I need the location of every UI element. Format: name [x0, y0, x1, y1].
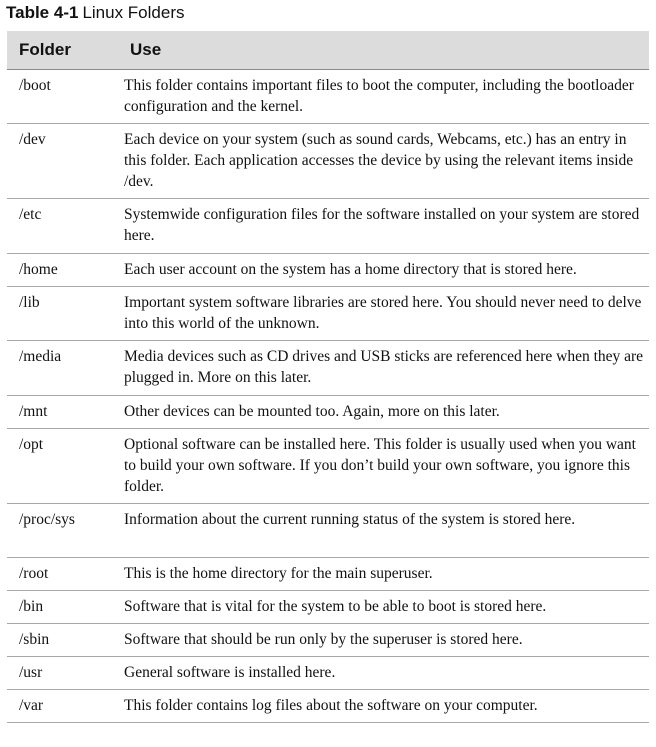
use-cell: Systemwide configuration files for the software installed on your system are stored here. [124, 206, 640, 244]
use-cell: General software is installed here. [124, 664, 336, 681]
table-header [7, 31, 649, 70]
folder-cell: /dev [19, 131, 46, 148]
table-number: Table 4-1 [6, 3, 79, 22]
folder-cell: /lib [19, 294, 40, 311]
table-caption [6, 3, 185, 23]
folder-cell: /etc [19, 206, 42, 223]
header-use: Use [130, 40, 162, 59]
use-cell: Each device on your system (such as sound cards, Webcams, etc.) has an entry in this folder. Each application accesses the device by using the relevant items inside /dev. [124, 131, 634, 190]
use-cell: Optional software can be installed here. This folder is usually used when you want to build your own software. If you don’t build your own software, you ignore this folder. [124, 436, 636, 495]
table-row [7, 558, 649, 591]
folder-cell: /proc/sys [19, 511, 75, 528]
folder-cell: /opt [19, 436, 44, 453]
table-row [7, 429, 649, 504]
header-folder: Folder [19, 40, 71, 59]
table-row [7, 690, 649, 723]
folder-cell: /usr [19, 664, 43, 681]
table-row [7, 124, 649, 199]
use-cell: Important system software libraries are stored here. You should never need to delve into this world of the unknown. [124, 294, 642, 332]
use-cell: This is the home directory for the main superuser. [124, 565, 433, 582]
folder-cell: /sbin [19, 631, 50, 648]
use-cell: Media devices such as CD drives and USB sticks are referenced here when they are plugged in. More on this later. [124, 348, 644, 386]
folder-cell: /bin [19, 598, 44, 615]
linux-folders-table [7, 31, 649, 723]
folder-cell: /boot [19, 77, 51, 94]
table-row [7, 396, 649, 429]
folder-cell: /mnt [19, 403, 48, 420]
table-row [7, 341, 649, 396]
folder-cell: /root [19, 565, 49, 582]
use-cell: This folder contains log files about the software on your computer. [124, 697, 538, 714]
folder-cell: /var [19, 697, 44, 714]
use-cell: This folder contains important files to boot the computer, including the bootloader configuration and the kernel. [124, 77, 634, 115]
table-row [7, 624, 649, 657]
table-row [7, 254, 649, 287]
table-row [7, 287, 649, 341]
use-cell: Software that should be run only by the superuser is stored here. [124, 631, 523, 648]
table-row [7, 70, 649, 124]
table-row [7, 199, 649, 254]
table-row [7, 504, 649, 558]
use-cell: Each user account on the system has a home directory that is stored here. [124, 261, 577, 278]
folder-cell: /media [19, 348, 62, 365]
table-row [7, 591, 649, 624]
use-cell: Other devices can be mounted too. Again, more on this later. [124, 403, 500, 420]
folder-cell: /home [19, 261, 58, 278]
table-title: Linux Folders [82, 3, 185, 22]
use-cell: Software that is vital for the system to be able to boot is stored here. [124, 598, 547, 615]
use-cell: Information about the current running status of the system is stored here. [124, 511, 576, 528]
table-row [7, 657, 649, 690]
